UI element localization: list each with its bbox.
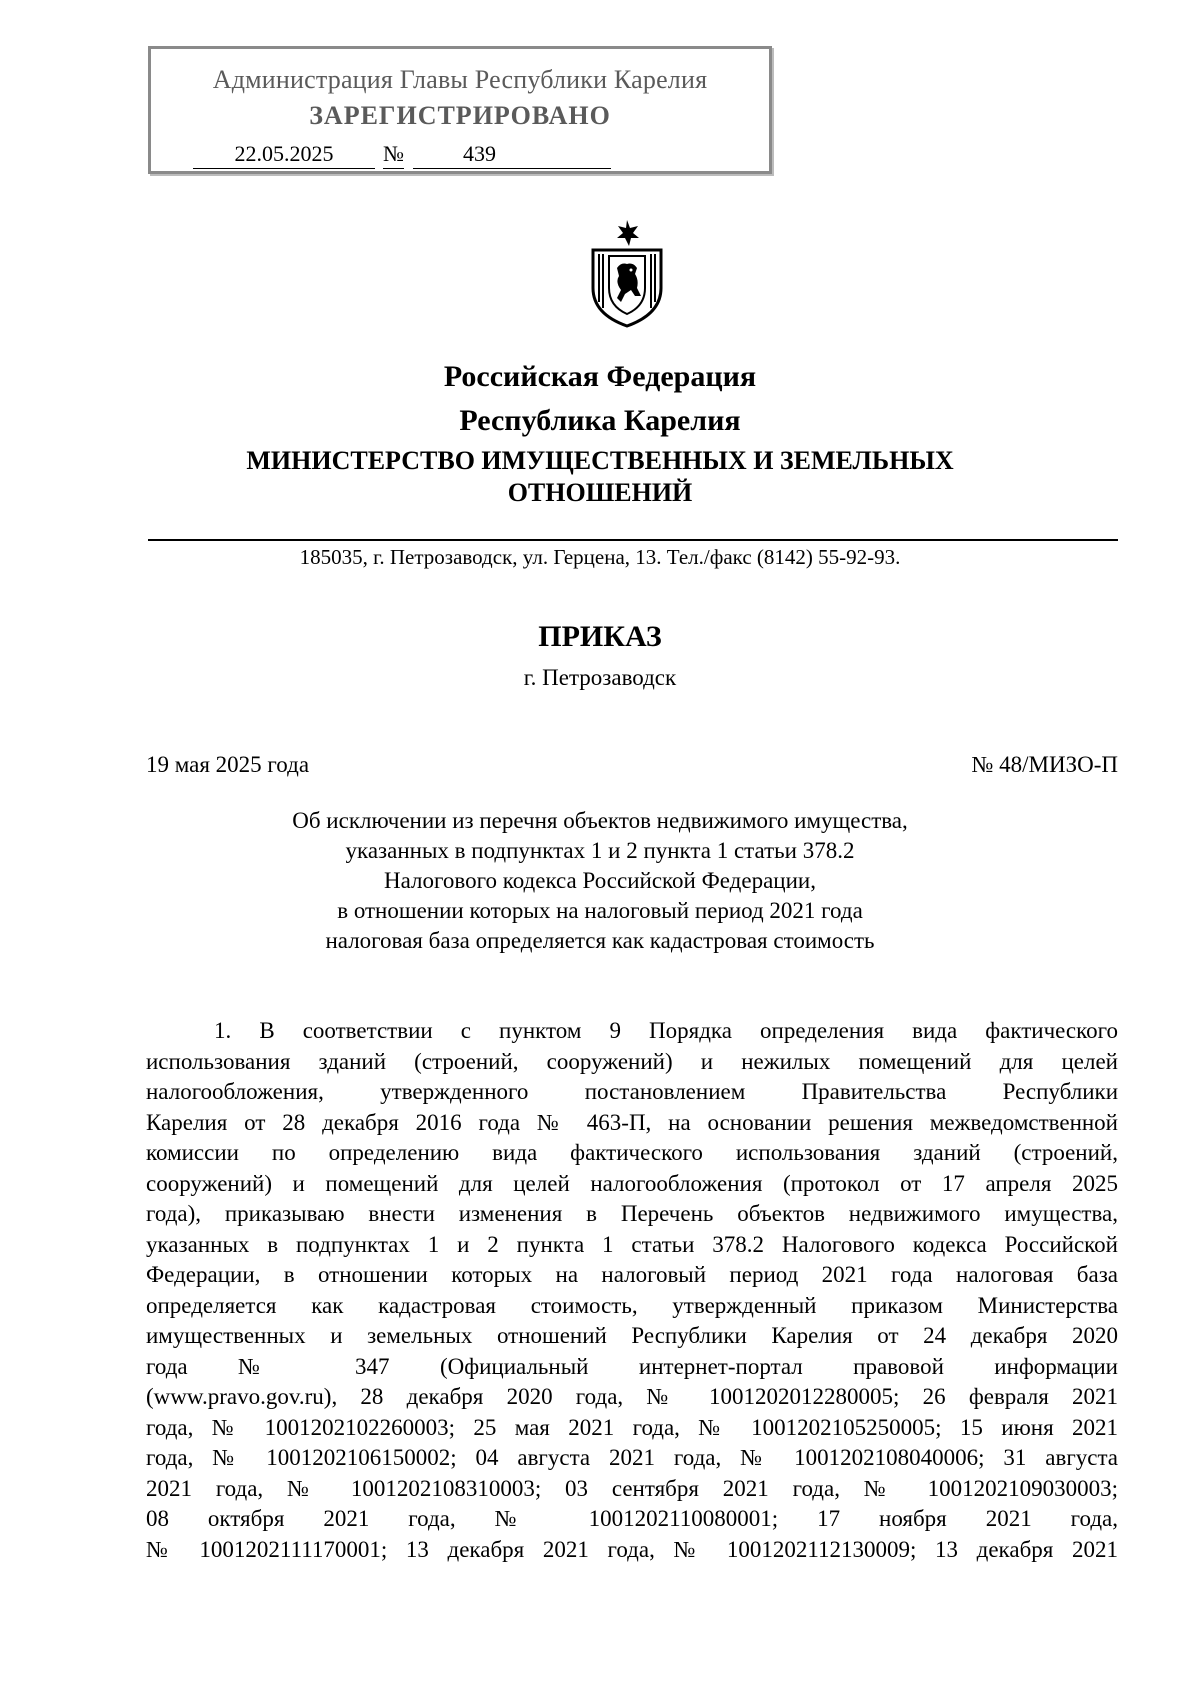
body-line: использования зданий (строений, сооружений) и нежилых помещений для целей [146, 1048, 1118, 1074]
stamp-number: 439 [413, 141, 611, 169]
body-line: налогообложения, утвержденного постановлением Правительства Республики [146, 1079, 1118, 1104]
stamp-registered: ЗАРЕГИСТРИРОВАНО [309, 101, 611, 130]
ministry-title-line1: МИНИСТЕРСТВО ИМУЩЕСТВЕННЫХ И ЗЕМЕЛЬНЫХ [246, 446, 954, 475]
header-divider [148, 539, 1118, 541]
ministry-title-line2: ОТНОШЕНИЙ [507, 478, 693, 507]
stamp-authority: Администрация Главы Республики Карелия [212, 65, 708, 94]
body-line: определяется как кадастровая стоимость, утвержденный приказом Министерства [146, 1292, 1118, 1318]
body-line: сооружений) и помещений для целей налогообложения (протокол от 17 апреля 2025 [146, 1170, 1118, 1196]
ministry-address: 185035, г. Петрозаводск, ул. Герцена, 13. Тел./факс (8142) 55-92-93. [299, 545, 901, 569]
body-line: (www.pravo.gov.ru), 28 декабря 2020 года, № 1001202012280005; 26 февраля 2021 [146, 1384, 1118, 1409]
stamp-number-label: № [383, 141, 404, 169]
country-title: Российская Федерация [443, 360, 757, 393]
subject-line: в отношении которых на налоговый период 2021 года [337, 898, 863, 923]
region-title: Республика Карелия [459, 404, 741, 437]
subject-line: налоговая база определяется как кадастровая стоимость [325, 928, 875, 953]
body-line: 1. В соответствии с пунктом 9 Порядка определения вида фактического [214, 1018, 1118, 1043]
document-city: г. Петрозаводск [523, 665, 677, 690]
registration-stamp [148, 46, 772, 174]
document-number: № 48/МИЗО-П [971, 752, 1118, 777]
body-line: имущественных и земельных отношений Республики Карелия от 24 декабря 2020 [146, 1323, 1118, 1348]
body-line: 2021 года, № 1001202108310003; 03 сентября 2021 года, № 1001202109030003; [146, 1475, 1118, 1501]
subject-line: указанных в подпунктах 1 и 2 пункта 1 статьи 378.2 [345, 838, 855, 863]
body-line: Федерации, в отношении которых на налоговый период 2021 года налоговая база [146, 1262, 1118, 1287]
body-line: года, № 1001202106150002; 04 августа 2021 года, № 1001202108040006; 31 августа [146, 1445, 1118, 1470]
subject-line: Налогового кодекса Российской Федерации, [384, 868, 816, 893]
body-line: № 1001202111170001; 13 декабря 2021 года, № 1001202112130009; 13 декабря 2021 [146, 1536, 1118, 1562]
karelia-coat-of-arms-icon [581, 218, 673, 328]
body-line: года № 347 (Официальный интернет-портал правовой информации [146, 1353, 1118, 1379]
body-line: 08 октября 2021 года, № 1001202110080001; 17 ноября 2021 года, [146, 1506, 1118, 1531]
document-date: 19 мая 2025 года [146, 752, 310, 777]
body-line: указанных в подпунктах 1 и 2 пункта 1 статьи 378.2 Налогового кодекса Российской [146, 1231, 1118, 1257]
body-line: года), приказываю внести изменения в Перечень объектов недвижимого имущества, [146, 1201, 1118, 1226]
body-line: комиссии по определению вида фактического использования зданий (строений, [146, 1140, 1118, 1165]
stamp-date: 22.05.2025 [193, 141, 375, 169]
body-line: года, № 1001202102260003; 25 мая 2021 года, № 1001202105250005; 15 июня 2021 [146, 1414, 1118, 1440]
document-body [146, 1016, 1118, 1565]
document-subject [0, 806, 1200, 956]
subject-line: Об исключении из перечня объектов недвижимого имущества, [292, 808, 908, 833]
document-type: ПРИКАЗ [538, 620, 662, 653]
body-line: Карелия от 28 декабря 2016 года № 463-П, на основании решения межведомственной [146, 1109, 1118, 1135]
